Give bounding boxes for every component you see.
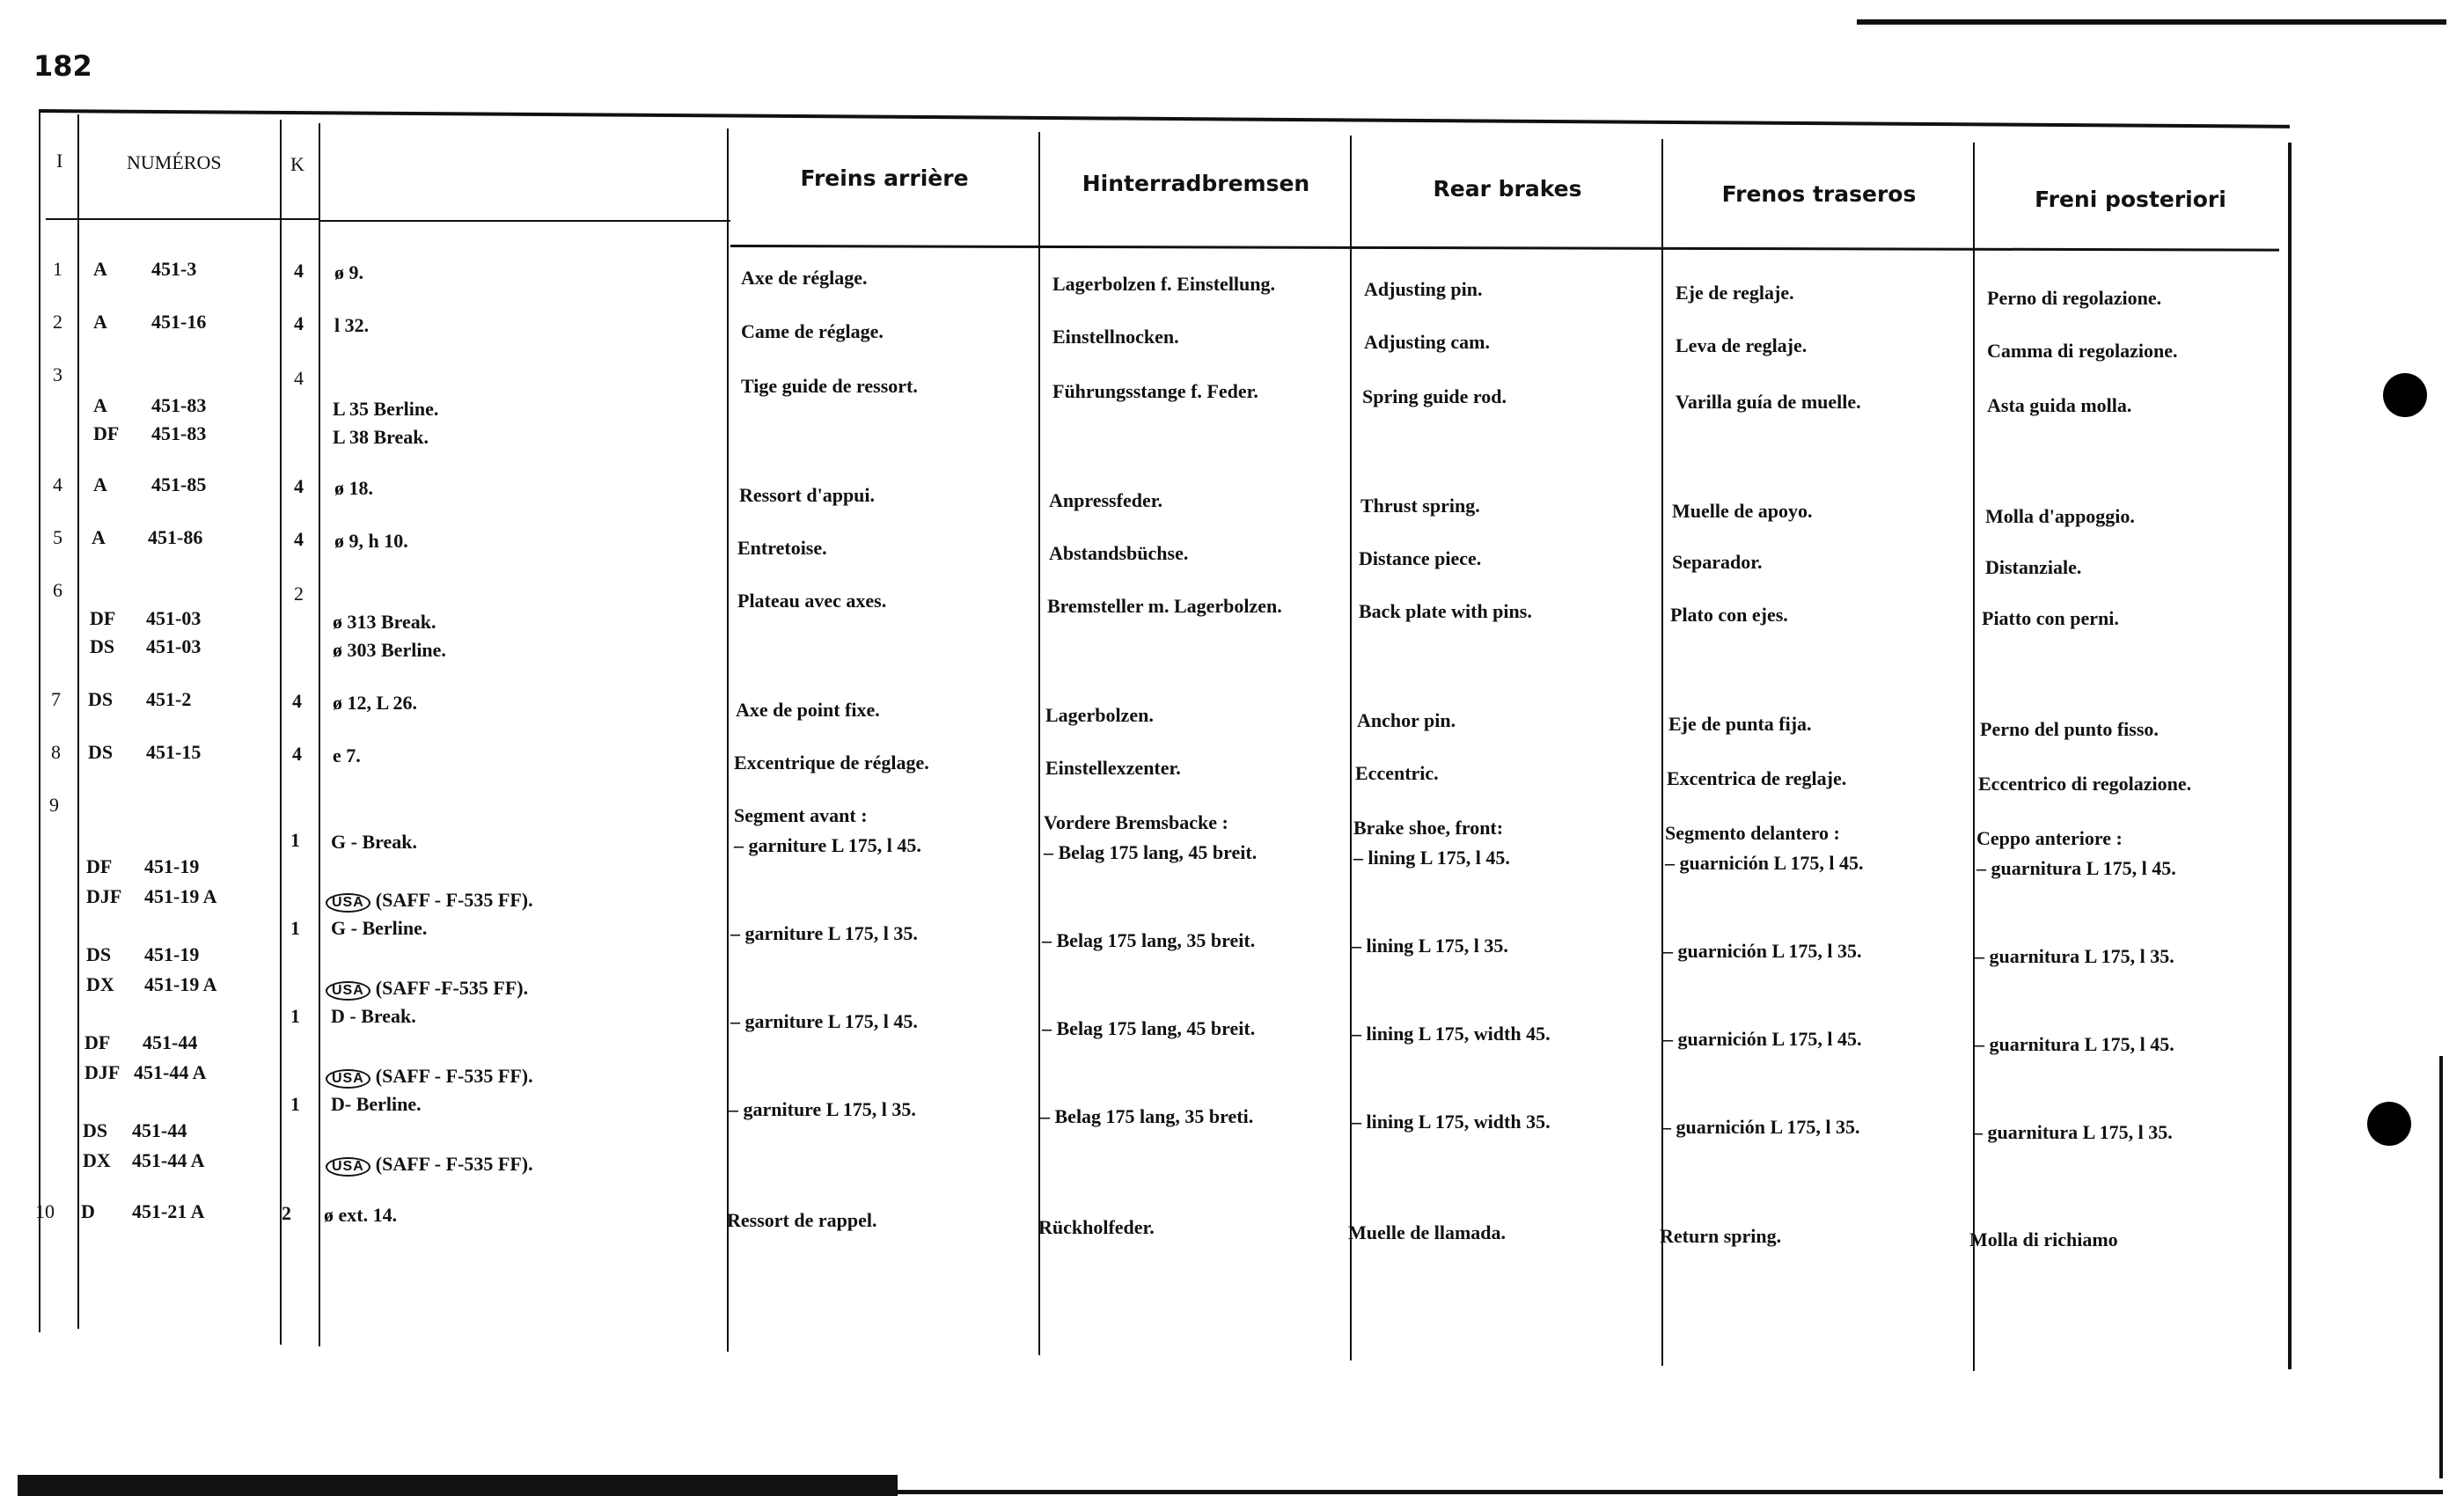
page-right-edge [2439, 1056, 2443, 1478]
part-model: DF [90, 607, 116, 629]
usa-badge-icon: USA [326, 893, 370, 913]
row-spec: e 7. [333, 744, 361, 766]
row-spec: L 38 Break. [333, 426, 429, 448]
part-model: A [93, 394, 107, 416]
desc-fr-heading: Segment avant : [734, 804, 868, 826]
desc-es: Eje de punta fija. [1668, 713, 1812, 735]
desc-it: Perno del punto fisso. [1980, 718, 2159, 740]
row-index: 4 [53, 473, 62, 495]
desc-es: Varilla guía de muelle. [1676, 391, 1861, 413]
part-model: DS [86, 943, 112, 965]
desc-de: Lagerbolzen. [1045, 704, 1154, 726]
desc-es: Muelle de apoyo. [1672, 500, 1813, 522]
desc-en: Spring guide rod. [1362, 385, 1507, 407]
row-spec: ø 303 Berline. [333, 639, 446, 661]
table-header-bottom-rule-langs [730, 245, 2279, 252]
part-number: 451-3 [151, 258, 197, 280]
desc-de: – Belag 175 lang, 45 breit. [1042, 1017, 1256, 1039]
desc-en-heading: Brake shoe, front: [1353, 817, 1504, 839]
desc-fr: – garniture L 175, l 45. [734, 834, 921, 856]
part-number: 451-15 [146, 741, 202, 763]
desc-en: Thrust spring. [1360, 495, 1480, 517]
usa-badge-icon: USA [326, 1157, 370, 1177]
row-index: 5 [53, 526, 62, 548]
binder-hole-icon [2383, 373, 2427, 417]
col-divider-es [1973, 143, 1975, 1371]
row-spec: ø 12, L 26. [333, 692, 417, 714]
part-number: 451-44 A [132, 1149, 205, 1171]
row-spec: ø 313 Break. [333, 611, 436, 633]
col-divider-de [1350, 136, 1352, 1360]
row-quantity: 1 [290, 829, 300, 851]
desc-en: Adjusting cam. [1364, 331, 1491, 353]
part-number: 451-19 A [144, 973, 217, 995]
desc-fr: Tige guide de ressort. [741, 375, 918, 397]
page-number: 182 [33, 49, 92, 83]
desc-en: Eccentric. [1355, 762, 1439, 784]
part-number: 451-19 [144, 943, 200, 965]
desc-fr: Entretoise. [737, 537, 827, 559]
part-number: 451-19 A [144, 885, 217, 907]
row-index: 3 [53, 363, 62, 385]
row-index: 9 [49, 794, 59, 816]
part-number: 451-86 [148, 526, 203, 548]
row-quantity: 4 [292, 690, 302, 712]
binder-hole-icon [2367, 1102, 2411, 1146]
row-spec: ø ext. 14. [324, 1204, 398, 1226]
row-quantity: 1 [290, 1005, 300, 1027]
usa-badge-icon: USA [326, 1069, 370, 1089]
part-number: 451-03 [146, 607, 202, 629]
col-divider-fr [1038, 132, 1040, 1355]
col-divider-numeros [280, 120, 282, 1345]
header-lang-it: Freni posteriori [2035, 187, 2226, 212]
col-divider-left [39, 109, 40, 1332]
part-model: A [93, 473, 107, 495]
desc-it: – guarnitura L 175, l 35. [1975, 945, 2174, 967]
part-model: DF [84, 1031, 111, 1053]
desc-de: Lagerbolzen f. Einstellung. [1052, 273, 1276, 295]
desc-fr: Axe de point fixe. [736, 699, 880, 721]
desc-it: Eccentrico di regolazione. [1978, 773, 2192, 795]
desc-it-heading: Ceppo anteriore : [1976, 827, 2123, 849]
header-col-i: I [56, 150, 63, 172]
table-header-bottom-rule-mid [319, 220, 730, 222]
desc-fr: – garniture L 175, l 35. [729, 1098, 916, 1120]
desc-en: Distance piece. [1359, 547, 1482, 569]
desc-fr: Plateau avec axes. [737, 590, 887, 612]
desc-it: – guarnitura L 175, l 45. [1976, 857, 2176, 879]
part-number: 451-16 [151, 311, 207, 333]
header-lang-fr: Freins arrière [800, 165, 969, 191]
desc-de: Rückholfeder. [1038, 1216, 1155, 1238]
part-model: D [81, 1200, 95, 1222]
desc-it: – guarnitura L 175, l 35. [1973, 1121, 2173, 1143]
part-model: DS [88, 741, 114, 763]
bottom-rule-thin [898, 1490, 2443, 1494]
table-header-bottom-rule [46, 218, 319, 220]
part-number: 451-19 [144, 855, 200, 877]
desc-de-heading: Vordere Bremsbacke : [1044, 811, 1228, 833]
part-model: A [93, 258, 107, 280]
part-model: DX [86, 973, 114, 995]
desc-en: Back plate with pins. [1359, 600, 1532, 622]
desc-en: Adjusting pin. [1364, 278, 1483, 300]
row-spec: D - Break. [331, 1005, 416, 1027]
part-number: 451-85 [151, 473, 207, 495]
row-quantity: 4 [294, 260, 304, 282]
usa-spec-text: (SAFF - F-535 FF). [375, 1153, 533, 1175]
desc-en: – lining L 175, width 35. [1352, 1111, 1551, 1133]
desc-de: Einstellnocken. [1052, 326, 1179, 348]
desc-de: Einstellexzenter. [1045, 757, 1181, 779]
usa-spec-line [326, 1067, 533, 1089]
part-model: DS [88, 688, 114, 710]
desc-de: Anpressfeder. [1049, 489, 1162, 511]
desc-es-heading: Segmento delantero : [1665, 822, 1840, 844]
desc-it: Distanziale. [1985, 556, 2082, 578]
row-index: 6 [53, 579, 62, 601]
part-number: 451-21 A [132, 1200, 205, 1222]
desc-fr: – garniture L 175, l 45. [730, 1010, 918, 1032]
col-divider-right [2288, 143, 2292, 1369]
part-number: 451-2 [146, 688, 192, 710]
desc-it: Perno di regolazione. [1987, 287, 2162, 309]
desc-de: – Belag 175 lang, 35 breti. [1040, 1105, 1254, 1127]
desc-en: Muelle de llamada. [1348, 1221, 1507, 1243]
top-rule [1857, 19, 2446, 25]
part-number: 451-44 [143, 1031, 198, 1053]
row-quantity: 4 [294, 475, 304, 497]
usa-spec-text: (SAFF -F-535 FF). [375, 977, 529, 999]
part-number: 451-83 [151, 394, 207, 416]
part-model: DS [83, 1119, 108, 1141]
desc-de: – Belag 175 lang, 35 breit. [1042, 929, 1256, 951]
row-quantity: 4 [294, 312, 304, 334]
desc-fr: Ressort de rappel. [727, 1209, 877, 1231]
header-lang-en: Rear brakes [1433, 176, 1582, 202]
desc-en: – lining L 175, l 35. [1352, 935, 1508, 957]
col-divider-k [319, 123, 320, 1346]
desc-fr: Axe de réglage. [741, 267, 868, 289]
row-spec: D- Berline. [331, 1093, 422, 1115]
row-quantity: 4 [292, 743, 302, 765]
usa-spec-text: (SAFF - F-535 FF). [375, 1065, 533, 1087]
header-lang-es: Frenos traseros [1721, 181, 1917, 207]
desc-fr: Excentrique de réglage. [734, 752, 929, 774]
part-model: DJF [86, 885, 122, 907]
row-index: 2 [53, 311, 62, 333]
part-model: DX [83, 1149, 111, 1171]
usa-badge-icon: USA [326, 981, 370, 1001]
col-divider-i [77, 114, 79, 1329]
part-model: DF [86, 855, 113, 877]
desc-es: Leva de reglaje. [1676, 334, 1808, 356]
row-index: 7 [51, 688, 61, 710]
desc-fr: Ressort d'appui. [739, 484, 876, 506]
desc-es: Plato con ejes. [1670, 604, 1788, 626]
desc-en: Anchor pin. [1357, 709, 1456, 731]
desc-es: – guarnición L 175, l 35. [1663, 940, 1862, 962]
usa-spec-line [326, 979, 528, 1001]
desc-es: Return spring. [1660, 1225, 1782, 1247]
desc-it: Camma di regolazione. [1987, 340, 2178, 362]
usa-spec-line [326, 891, 533, 913]
row-spec: l 32. [334, 314, 370, 336]
row-index: 1 [53, 258, 62, 280]
row-spec: G - Break. [331, 831, 417, 853]
desc-it: Piatto con perni. [1982, 607, 2119, 629]
row-spec: ø 9, h 10. [334, 530, 408, 552]
desc-de: Führungsstange f. Feder. [1052, 380, 1258, 402]
header-lang-de: Hinterradbremsen [1082, 171, 1310, 196]
row-index: 8 [51, 741, 61, 763]
header-col-k: K [290, 153, 304, 175]
desc-es: Separador. [1672, 551, 1763, 573]
desc-de: Bremsteller m. Lagerbolzen. [1047, 595, 1282, 617]
desc-fr: – garniture L 175, l 35. [730, 922, 918, 944]
row-spec: ø 9. [334, 261, 363, 283]
desc-es: Excentrica de reglaje. [1667, 767, 1847, 789]
desc-es: – guarnición L 175, l 35. [1661, 1116, 1860, 1138]
row-spec: ø 18. [334, 477, 373, 499]
col-divider-en [1661, 139, 1663, 1366]
desc-it: Molla di richiamo [1969, 1228, 2118, 1250]
row-spec: G - Berline. [331, 917, 428, 939]
part-model: A [92, 526, 106, 548]
row-index: 10 [35, 1200, 55, 1222]
col-divider-spec [727, 128, 729, 1352]
row-quantity: 1 [290, 1093, 300, 1115]
desc-it: – guarnitura L 175, l 45. [1975, 1033, 2174, 1055]
usa-spec-line [326, 1155, 533, 1177]
desc-es: Eje de reglaje. [1676, 282, 1794, 304]
row-quantity: 4 [294, 528, 304, 550]
part-number: 451-44 A [134, 1061, 207, 1083]
part-model: DS [90, 635, 115, 657]
bottom-rule-thick [18, 1475, 898, 1496]
desc-de: Abstandsbüchse. [1049, 542, 1189, 564]
desc-it: Asta guida molla. [1987, 394, 2132, 416]
row-spec: L 35 Berline. [333, 398, 439, 420]
desc-en: – lining L 175, width 45. [1352, 1023, 1551, 1045]
row-quantity: 4 [294, 367, 304, 389]
desc-it: Molla d'appoggio. [1985, 505, 2135, 527]
desc-de: – Belag 175 lang, 45 breit. [1044, 841, 1258, 863]
part-model: DJF [84, 1061, 121, 1083]
part-model: DF [93, 422, 120, 444]
header-col-numeros: NUMÉROS [127, 151, 222, 173]
desc-fr: Came de réglage. [741, 320, 884, 342]
part-model: A [93, 311, 107, 333]
table-top-border [39, 109, 2290, 128]
part-number: 451-83 [151, 422, 207, 444]
desc-en: – lining L 175, l 45. [1353, 847, 1510, 869]
row-quantity: 1 [290, 917, 300, 939]
part-number: 451-03 [146, 635, 202, 657]
usa-spec-text: (SAFF - F-535 FF). [375, 889, 533, 911]
row-quantity: 2 [294, 583, 304, 605]
desc-es: – guarnición L 175, l 45. [1665, 852, 1864, 874]
row-quantity: 2 [282, 1202, 291, 1224]
part-number: 451-44 [132, 1119, 187, 1141]
desc-es: – guarnición L 175, l 45. [1663, 1028, 1862, 1050]
